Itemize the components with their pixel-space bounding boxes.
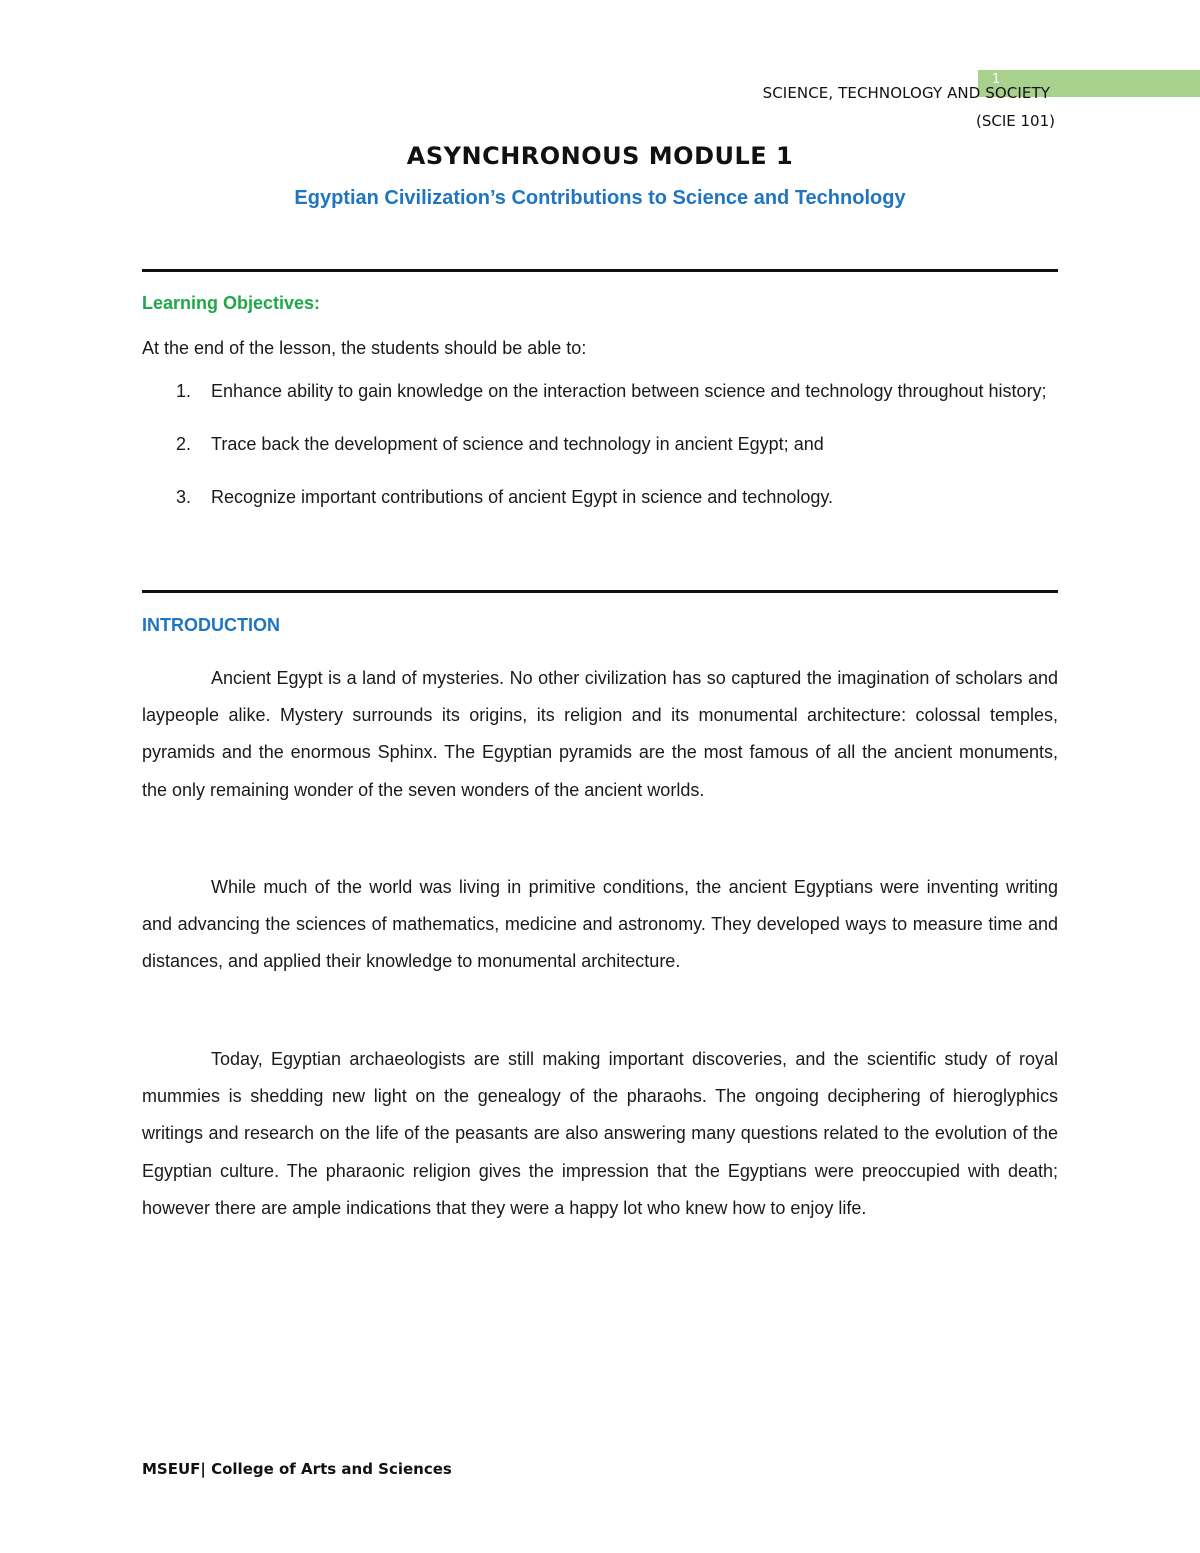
module-subtitle: Egyptian Civilization’s Contributions to Science and Technology xyxy=(294,187,906,209)
learning-objectives-heading: Learning Objectives: xyxy=(142,293,321,313)
objective-number: 3. xyxy=(176,487,192,507)
header-course-code: (SCIE 101) xyxy=(976,112,1055,130)
header-course-name: SCIENCE, TECHNOLOGY AND SOCIETY xyxy=(762,84,1050,102)
objective-number: 1. xyxy=(176,381,192,401)
objective-text: Recognize important contributions of ancient Egypt in science and technology. xyxy=(211,487,834,507)
introduction-paragraph: While much of the world was living in primitive conditions, the ancient Egyptians were inventing writing and advancing the sciences of mathematics, medicine and astronomy. They developed ways to measure time and distances, and applied their knowledge to monumental architecture. xyxy=(142,877,1058,972)
objective-item xyxy=(142,484,1058,510)
page-number: 1 xyxy=(992,72,1001,87)
objective-number: 2. xyxy=(176,434,192,454)
page-footer: MSEUF| College of Arts and Sciences xyxy=(142,1460,452,1478)
objective-item xyxy=(142,378,1058,404)
section-divider-top xyxy=(142,269,1058,272)
objective-item xyxy=(142,431,1058,457)
introduction-paragraph: Today, Egyptian archaeologists are still making important discoveries, and the scientific study of royal mummies is shedding new light on the genealogy of the pharaohs. The ongoing deciphering of hieroglyphics writings and research on the life of the peasants are also answering many questions related to the evolution of the Egyptian culture. The pharaonic religion gives the impression that the Egyptians were preoccupied with death; however there are ample indications that they were a happy lot who knew how to enjoy life. xyxy=(142,1049,1058,1218)
module-title: ASYNCHRONOUS MODULE 1 xyxy=(406,142,794,170)
objectives-lead-text: At the end of the lesson, the students should be able to: xyxy=(142,338,587,358)
objectives-list xyxy=(142,378,1058,537)
section-divider-bottom xyxy=(142,590,1058,593)
objective-text: Trace back the development of science and technology in ancient Egypt; and xyxy=(211,434,824,454)
introduction-paragraph: Ancient Egypt is a land of mysteries. No other civilization has so captured the imagination of scholars and laypeople alike. Mystery surrounds its origins, its religion and its monumental architecture: colossal temples, pyramids and the enormous Sphinx. The Egyptian pyramids are the most famous of all the ancient monuments, the only remaining wonder of the seven wonders of the ancient worlds. xyxy=(142,668,1058,800)
objective-text: Enhance ability to gain knowledge on the interaction between science and technology throughout history; xyxy=(211,381,1047,401)
introduction-heading: INTRODUCTION xyxy=(142,615,280,635)
